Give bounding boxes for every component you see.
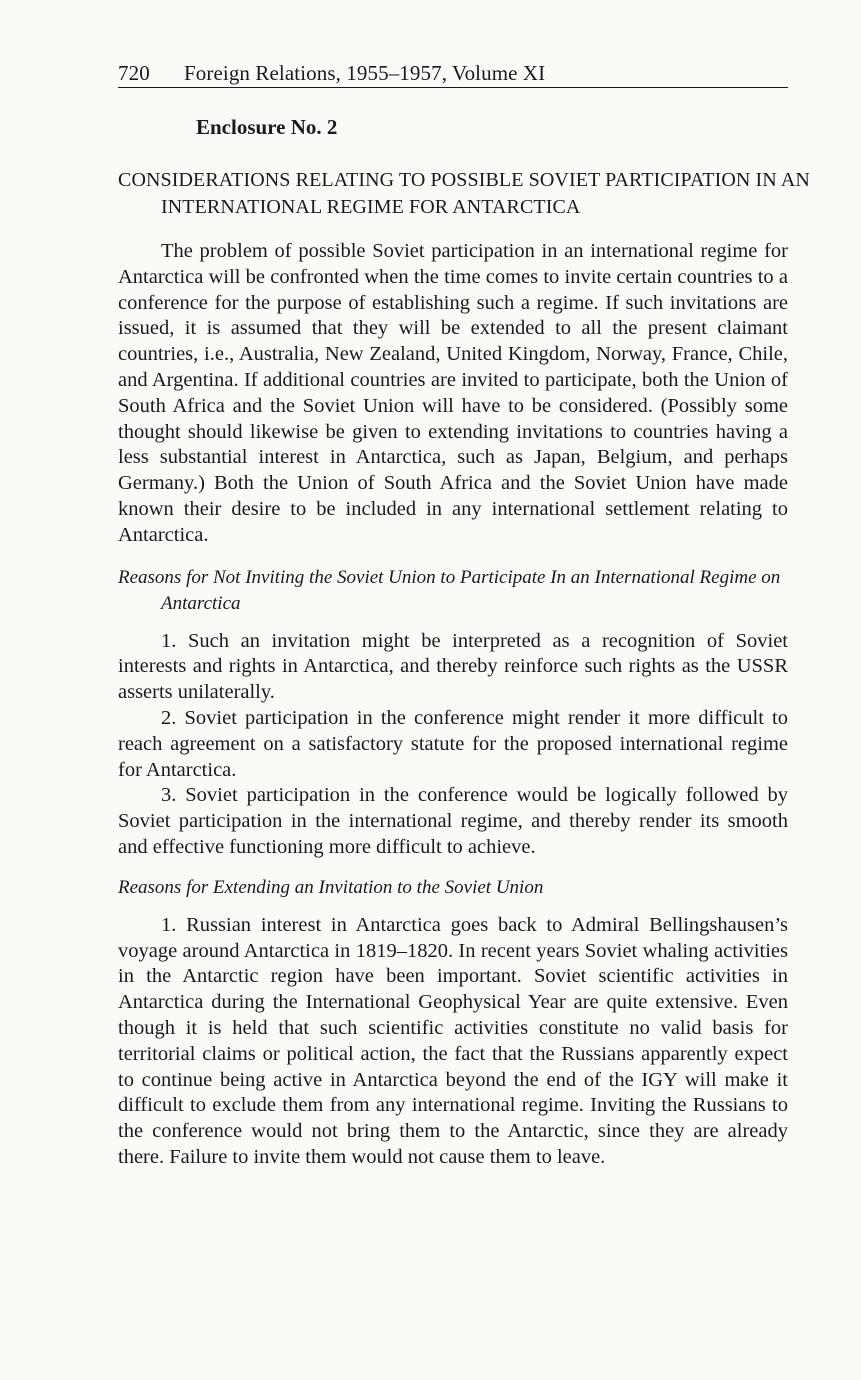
section-heading-not-inviting: Reasons for Not Inviting the Soviet Union to Participate In an International Regime on Antarctica [118, 566, 781, 614]
page-number: 720 [118, 61, 150, 85]
book-title: Foreign Relations, 1955–1957, Volume XI [184, 61, 546, 85]
enclosure-label: Enclosure No. 2 [196, 115, 338, 139]
intro-paragraph: The problem of possible Soviet participation in an international regime for Antarctica will be confronted when the time comes to invite certain countries to a conference for the purpose of establishing such a regime. If such invitations are issued, it is assumed that they will be extended to all the present claimant countries, i.e., Australia, New Zealand, United Kingdom, Norway, France, Chile, and Argentina. If additional countries are invited to participate, both the Union of South Africa and the Soviet Union will have to be considered. (Possibly some thought should likewise be given to extending invitations to countries having a less substantial interest in Antarctica, such as Japan, Belgium, and perhaps Germany.) Both the Union of South Africa and the Soviet Union have made known their desire to be included in any international settlement relating to Antarctica. [118, 240, 788, 546]
list-item: 2. Soviet participation in the conference might render it more difficult to reach agreement on a satisfactory statute for the proposed international regime for Antarctica. [118, 706, 788, 781]
running-header [118, 60, 788, 88]
list-item: 3. Soviet participation in the conference would be logically followed by Soviet participation in the international regime, and thereby render its smooth and effective functioning more difficult to achieve. [118, 784, 788, 858]
document-title: CONSIDERATIONS RELATING TO POSSIBLE SOVIET PARTICIPATION IN AN INTERNATIONAL REGIME FOR ANTARCTICA [118, 169, 810, 218]
list-item: 1. Such an invitation might be interpreted as a recognition of Soviet interests and rights in Antarctica, and thereby reinforce such rights as the USSR asserts unilaterally. [118, 629, 788, 704]
list-item: 1. Russian interest in Antarctica goes back to Admiral Bellingshausen’s voyage around Antarctica in 1819–1820. In recent years Soviet whaling activities in the Antarctic region have been important. Soviet scientific activities in Antarctica during the International Geophysical Year are quite extensive. Even though it is held that such scientific activities constitute no valid basis for territorial claims or political action, the fact that the Russians apparently expect to continue being active in Antarctica beyond the end of the IGY will make it difficult to exclude them from any international regime. Inviting the Russians to the conference would not bring them to the Antarctic, since they are already there. Failure to invite them would not cause them to leave. [118, 913, 788, 1168]
document-page [118, 60, 810, 1171]
section-heading-extending-invitation: Reasons for Extending an Invitation to the Soviet Union [118, 876, 544, 898]
